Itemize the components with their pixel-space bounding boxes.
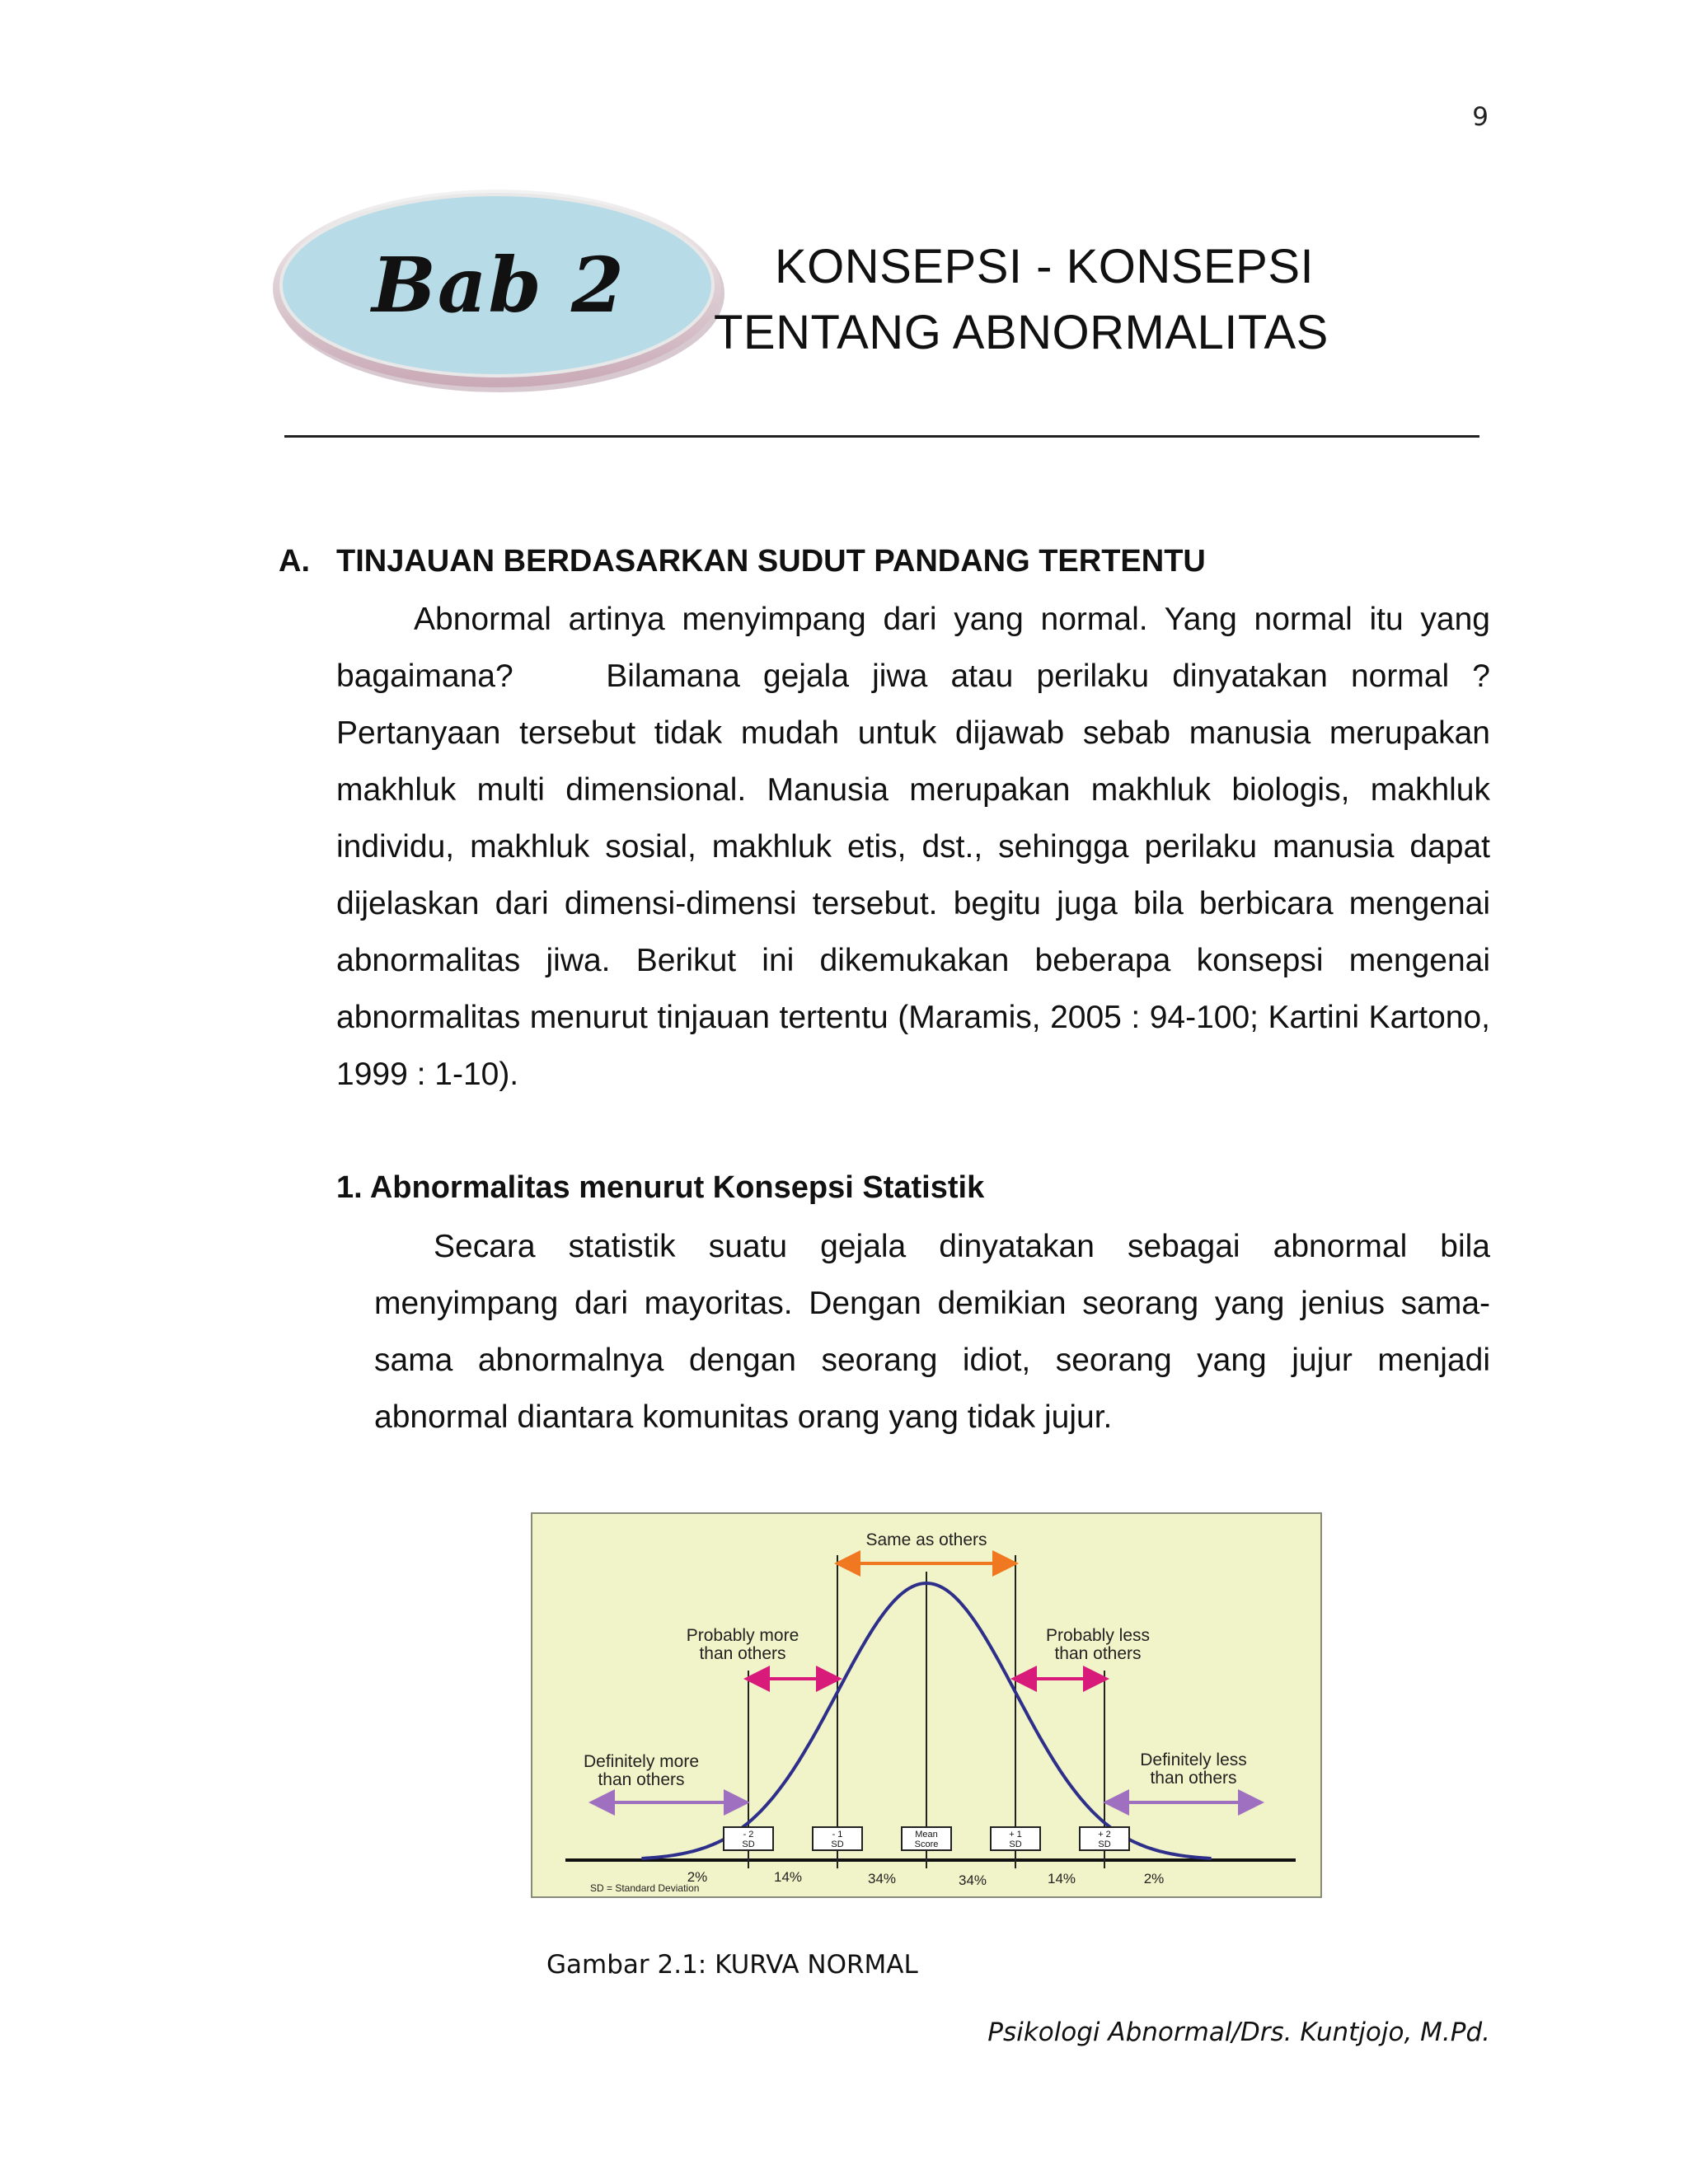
sd-box-plus2-line2: SD — [1098, 1840, 1111, 1849]
percent-below-minus2: 2% — [687, 1869, 708, 1885]
normal-curve-diagram — [532, 1514, 1320, 1896]
subsection-1-paragraph: Secara statistik suatu gejala dinyatakan sebagai abnormal bila menyimpang dari mayoritas. Dengan demikian seorang yang jenius sama-sama abnormalnya dengan seorang idiot, seorang yang jujur menjadi abnormal diantara komunitas orang yang tidak jujur. — [374, 1229, 1490, 1435]
sd-box-minus1-line2: SD — [831, 1840, 844, 1849]
chapter-title-line1: KONSEPSI - KONSEPSI — [775, 240, 1315, 293]
label-definitely-more-2: than others — [598, 1770, 685, 1789]
sd-box-plus1-line2: SD — [1009, 1840, 1022, 1849]
percent-plus1-plus2: 14% — [1047, 1871, 1076, 1886]
sd-box-plus2-line1: + 2 — [1098, 1830, 1111, 1840]
percent-above-plus2: 2% — [1143, 1871, 1165, 1886]
sd-box-minus2-line2: SD — [742, 1840, 755, 1849]
figure-caption: Gambar 2.1: KURVA NORMAL — [546, 1950, 918, 1980]
label-probably-more-1: Probably more — [686, 1626, 799, 1645]
sd-footnote: SD = Standard Deviation — [590, 1882, 700, 1894]
chapter-badge-label: Bab 2 — [372, 241, 626, 330]
normal-curve-figure — [531, 1512, 1322, 1898]
section-a-title: TINJAUAN BERDASARKAN SUDUT PANDANG TERTENTU — [336, 544, 1206, 579]
label-probably-less-2: than others — [1054, 1644, 1142, 1663]
section-a-heading — [279, 544, 1515, 579]
label-definitely-less-1: Definitely less — [1140, 1750, 1247, 1769]
sd-box-plus1-line1: + 1 — [1009, 1830, 1022, 1840]
label-same-as-others: Same as others — [865, 1530, 987, 1549]
title-divider — [284, 435, 1479, 438]
sd-box-minus2-line1: - 2 — [743, 1830, 754, 1840]
percent-minus1-mean: 34% — [867, 1871, 897, 1886]
chapter-badge — [268, 183, 729, 397]
sd-box-mean-line2: Score — [914, 1840, 939, 1849]
page-number: 9 — [1472, 102, 1489, 132]
label-definitely-less-2: than others — [1150, 1769, 1237, 1788]
page-footer: Psikologi Abnormal/Drs. Kuntjojo, M.Pd. — [987, 2018, 1490, 2047]
chapter-title-line2: TENTANG ABNORMALITAS — [714, 306, 1329, 359]
sd-box-mean-line1: Mean — [915, 1830, 938, 1840]
sd-box-minus1-line1: - 1 — [832, 1830, 843, 1840]
percent-minus2-minus1: 14% — [773, 1869, 803, 1885]
label-definitely-more-1: Definitely more — [583, 1752, 700, 1771]
label-probably-less-1: Probably less — [1045, 1626, 1151, 1645]
section-a-letter: A. — [279, 544, 310, 579]
label-probably-more-2: than others — [699, 1644, 786, 1663]
subsection-1-heading: 1. Abnormalitas menurut Konsepsi Statistik — [336, 1170, 985, 1205]
section-a-paragraph: Abnormal artinya menyimpang dari yang normal. Yang normal itu yang bagaimana? Bilamana gejala jiwa atau perilaku dinyatakan normal ? Pertanyaan tersebut tidak mudah untuk dijawab sebab manusia merupakan makhluk multi dimensional. Manusia merupakan makhluk biologis, makhluk individu, makhluk sosial, makhluk etis, dst., sehingga perilaku manusia dapat dijelaskan dari dimensi-dimensi tersebut. begitu juga bila berbicara mengenai abnormalitas jiwa. Berikut ini dikemukakan beberapa konsepsi mengenai abnormalitas menurut tinjauan tertentu (Maramis, 2005 : 94-100; Kartini Kartono, 1999 : 1-10). — [336, 602, 1490, 1092]
percent-mean-plus1: 34% — [958, 1872, 987, 1888]
